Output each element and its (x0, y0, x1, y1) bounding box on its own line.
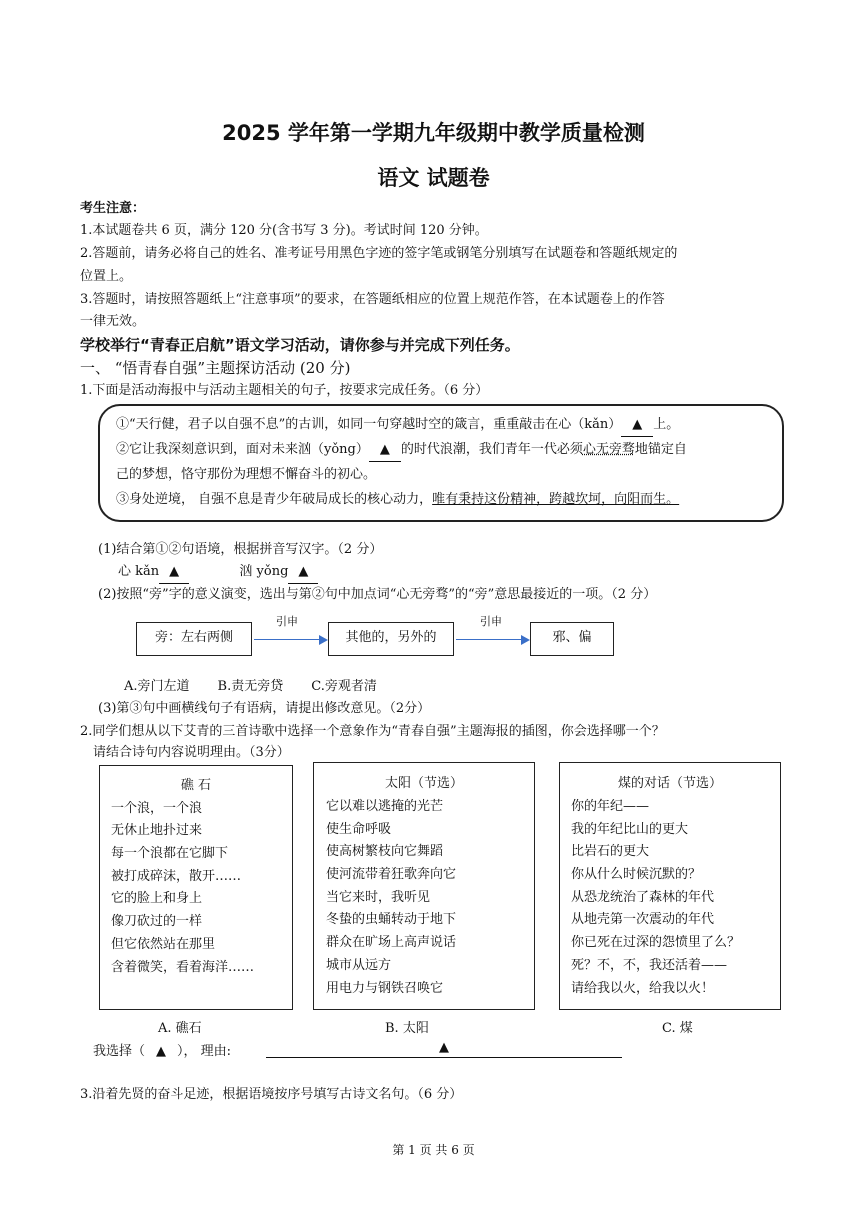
arrow-head-1 (319, 635, 328, 645)
poem-2-title: 太阳（节选） (384, 776, 463, 791)
sentence-2-cont: 己的梦想，恪守那份为理想不懈奋斗的初心。 (116, 467, 377, 482)
flow-arrow-2-label: 引申 (480, 615, 502, 628)
arrow-head-2 (521, 635, 530, 645)
poem-2-line: 使生命呼吸 (326, 822, 392, 837)
option-a: A. 礁石 (158, 1021, 202, 1036)
poem-3-line: 比岩石的更大 (571, 844, 650, 859)
sub2-options: A.旁门左道 B.责无旁贷 C.旁观者清 (124, 679, 377, 694)
sub1-answers: 心 kǎn ▲ 汹 yǒng ▲ (118, 561, 318, 584)
activity-intro: 学校举行“青春正启航”语文学习活动，请你参与并完成下列任务。 (80, 336, 520, 354)
flow-arrow-2 (456, 639, 522, 640)
poem-3-line: 请给我以火，给我以火！ (571, 981, 715, 996)
q2-answer-line: 我选择（ ▲ ）， 理由: (93, 1044, 232, 1059)
poem-1-line: 但它依然站在那里 (111, 937, 216, 952)
exam-subtitle: 语文 试题卷 (377, 166, 490, 190)
q1-sub2: (2)按照“旁”字的意义演变，选出与第②句中加点词“心无旁骛”的“旁”意思最接近的一项。（2 分） (98, 587, 657, 602)
exam-title: 2025 学年第一学期九年级期中教学质量检测 (222, 121, 645, 145)
section-1-title: 一、 “悟青春自强”主题探访活动 (20 分) (80, 359, 351, 377)
poem-2-line: 当它来时，我听见 (326, 890, 431, 905)
poem-2-line: 群众在旷场上高声说话 (326, 935, 457, 950)
q2-stem-2: 请结合诗句内容说明理由。（3分） (93, 745, 290, 760)
sentence-2: ②它让我深刻意识到，面对未来汹（yǒng） ▲ 的时代浪潮，我们青年一代必须心无旁骛地锚定自 (116, 439, 687, 462)
sentence-3: ③身处逆境， 自强不息是青少年破局成长的核心动力，唯有秉持这份精神，跨越坎坷，向阳而生。 (116, 492, 680, 507)
page-footer: 第 1 页 共 6 页 (392, 1143, 475, 1157)
option-b: B. 太阳 (385, 1021, 429, 1036)
poem-3-line: 我的年纪比山的更大 (571, 822, 689, 837)
q2-stem-1: 2.同学们想从以下艾青的三首诗歌中选择一个意象作为“青春自强”主题海报的插图，你会选择哪一个？ (80, 724, 665, 739)
flow-box-2: 其他的，另外的 (328, 622, 454, 656)
blank-yong: ▲ (369, 439, 401, 462)
notice-item-1: 1.本试题卷共 6 页，满分 120 分(含书写 3 分)。考试时间 120 分钟。 (80, 223, 488, 238)
sentence-1: ①“天行健，君子以自强不息”的古训，如同一句穿越时空的箴言，重重敲击在心（kǎn） ▲ 上。 (116, 414, 679, 437)
reason-blank: ▲ (266, 1041, 622, 1058)
flow-box-1: 旁：左右两侧 (136, 622, 252, 656)
poem-2-line: 使高树繁枝向它舞蹈 (326, 844, 444, 859)
poem-1-line: 无休止地扑过来 (111, 823, 203, 838)
poem-2-line: 冬蛰的虫蛹转动于地下 (326, 912, 457, 927)
notice-item-3-line1: 3.答题时，请按照答题纸上“注意事项”的要求，在答题纸相应的位置上规范作答，在本试题卷上的作答 (80, 292, 665, 307)
poem-1-line: 每一个浪都在它脚下 (111, 846, 229, 861)
notice-item-3-line2: 一律无效。 (80, 314, 146, 329)
poem-2-line: 用电力与钢铁召唤它 (326, 981, 444, 996)
poem-1-line: 它的脸上和身上 (111, 891, 203, 906)
poem-1-line: 被打成碎沫，散开…… (111, 869, 242, 884)
poem-3-line: 你已死在过深的怨愤里了么？ (571, 935, 741, 950)
flow-arrow-1 (254, 639, 320, 640)
poem-1-line: 像刀砍过的一样 (111, 914, 203, 929)
poem-1-line: 含着微笑，看着海洋…… (111, 960, 255, 975)
flow-arrow-1-label: 引申 (276, 615, 298, 628)
blank-kan: ▲ (621, 414, 653, 437)
q1-sub3: (3)第③句中画横线句子有语病，请提出修改意见。（2分） (98, 701, 431, 716)
poem-3-line: 从地壳第一次震动的年代 (571, 912, 715, 927)
poem-2-line: 城市从远方 (326, 958, 392, 973)
underlined-sentence: 唯有秉持这份精神，跨越坎坷，向阳而生。 (432, 492, 680, 507)
notice-heading: 考生注意： (80, 201, 146, 216)
poem-3-line: 你的年纪—— (571, 799, 650, 814)
q3-stem: 3.沿着先贤的奋斗足迹，根据语境按序号填写古诗文名句。（6 分） (80, 1087, 463, 1102)
notice-item-2-line1: 2.答题前，请务必将自己的姓名、准考证号用黑色字迹的签字笔或钢笔分别填写在试题卷和答题纸规定的 (80, 246, 678, 261)
q1-stem: 1.下面是活动海报中与活动主题相关的句子，按要求完成任务。（6 分） (80, 383, 489, 398)
option-c: C. 煤 (662, 1021, 693, 1036)
poem-3-title: 煤的对话（节选） (617, 776, 722, 791)
poem-3-line: 你从什么时候沉默的？ (571, 867, 702, 882)
poem-3-line: 从恐龙统治了森林的年代 (571, 890, 715, 905)
poem-1-title: 礁 石 (180, 778, 212, 793)
dotted-word: 心无旁骛 (582, 442, 635, 457)
poem-2-line: 使河流带着狂歌奔向它 (326, 867, 457, 882)
poem-2-line: 它以难以逃掩的光芒 (326, 799, 444, 814)
poem-3-line: 死？不，不，我还活着—— (571, 958, 728, 973)
poem-1-line: 一个浪，一个浪 (111, 801, 203, 816)
flow-box-3: 邪、偏 (530, 622, 614, 656)
q1-sub1: (1)结合第①②句语境，根据拼音写汉字。（2 分） (98, 542, 383, 557)
notice-item-2-line2: 位置上。 (80, 269, 133, 284)
